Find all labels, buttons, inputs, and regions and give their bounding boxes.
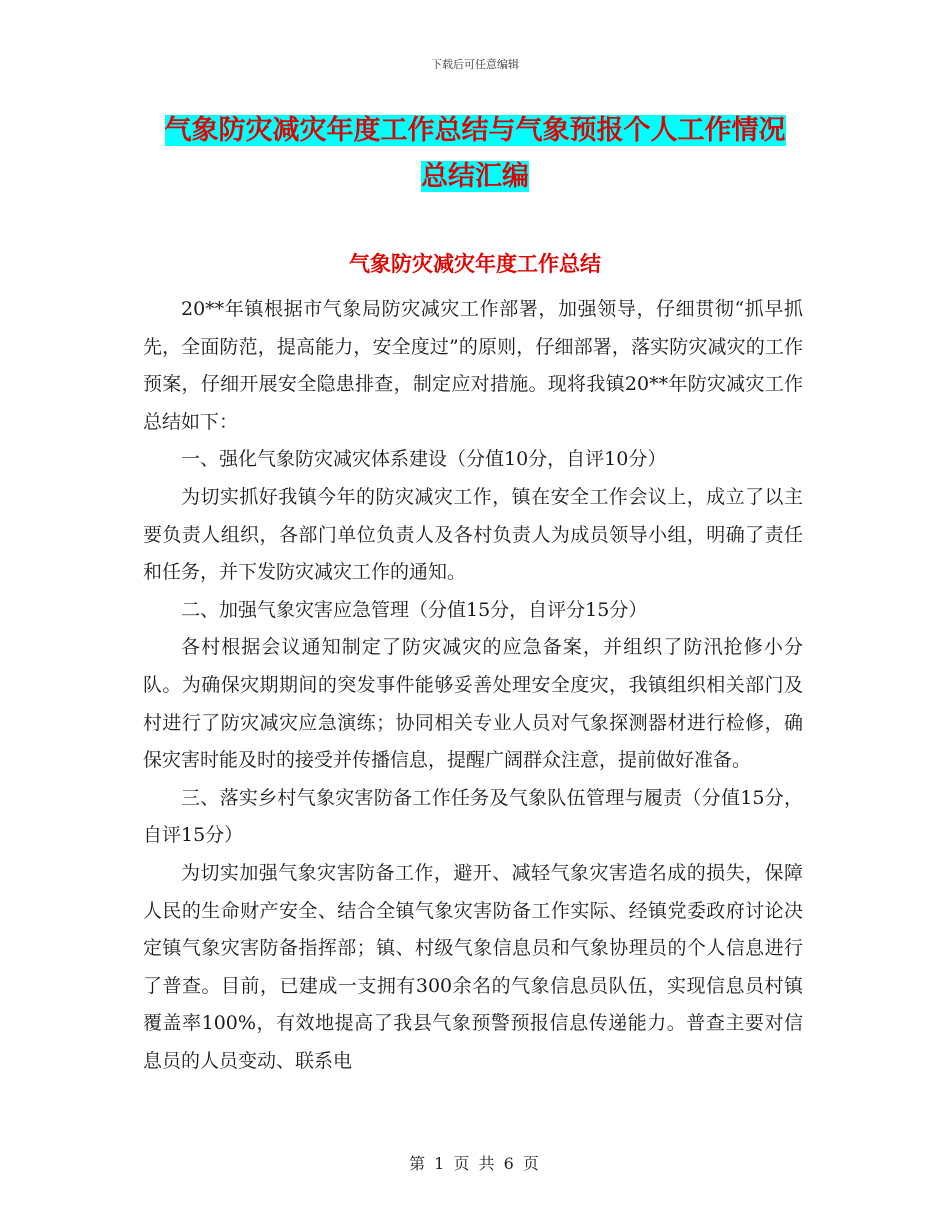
paragraph-intro: 20**年镇根据市气象局防灾减灾工作部署，加强领导，仔细贯彻“抓早抓先，全面防范，提高能力，安全度过”的原则，仔细部署，落实防灾减灾的工作预案，仔细开展安全隐患排查，制定应对措施。现将我镇20**年防灾减灾工作总结如下： bbox=[143, 298, 803, 433]
page-footer: 第 1 页 共 6 页 bbox=[409, 1154, 541, 1173]
document-title-line-2: 总结汇编 bbox=[421, 161, 529, 192]
paragraph-part-3: 为切实加强气象灾害防备工作，避开、减轻气象灾害造名成的损失，保障人民的生命财产安全、结合全镇气象灾害防备工作实际、经镇党委政府讨论决定镇气象灾害防备指挥部；镇、村级气象信息员和气象协理员的个人信息进行了普查。目前，已建成一支拥有300余名的气象信息员队伍，实现信息员村镇覆盖率100%，有效地提高了我县气象预警预报信息传递能力。普查主要对信息员的人员变动、联系电 bbox=[143, 861, 803, 1072]
body-text bbox=[143, 291, 803, 1080]
paragraph-part-1: 为切实抓好我镇今年的防灾减灾工作，镇在安全工作会议上，成立了以主要负责人组织，各部门单位负责人及各村负责人为成员领导小组，明确了责任和任务，并下发防灾减灾工作的通知。 bbox=[143, 485, 803, 584]
header-note: 下载后可任意编辑 bbox=[431, 58, 519, 71]
paragraph-part-2: 各村根据会议通知制定了防灾减灾的应急备案，并组织了防汛抢修小分队。为确保灾期期间的突发事件能够妥善处理安全度灾，我镇组织相关部门及村进行了防灾减灾应急演练；协同相关专业人员对气象探测器材进行检修，确保灾害时能及时的接受并传播信息，提醒广阔群众注意，提前做好准备。 bbox=[143, 636, 803, 772]
heading-part-3: 三、落实乡村气象灾害防备工作任务及气象队伍管理与履责（分值15分，自评15分） bbox=[143, 786, 803, 847]
section-title: 气象防灾减灾年度工作总结 bbox=[349, 252, 601, 276]
heading-part-1: 一、强化气象防灾减灾体系建设（分值10分，自评10分） bbox=[181, 448, 667, 471]
document-title bbox=[140, 108, 810, 200]
heading-part-2: 二、加强气象灾害应急管理（分值15分，自评分15分） bbox=[181, 598, 648, 621]
document-title-line-1: 气象防灾减灾年度工作总结与气象预报个人工作情况 bbox=[164, 115, 786, 146]
